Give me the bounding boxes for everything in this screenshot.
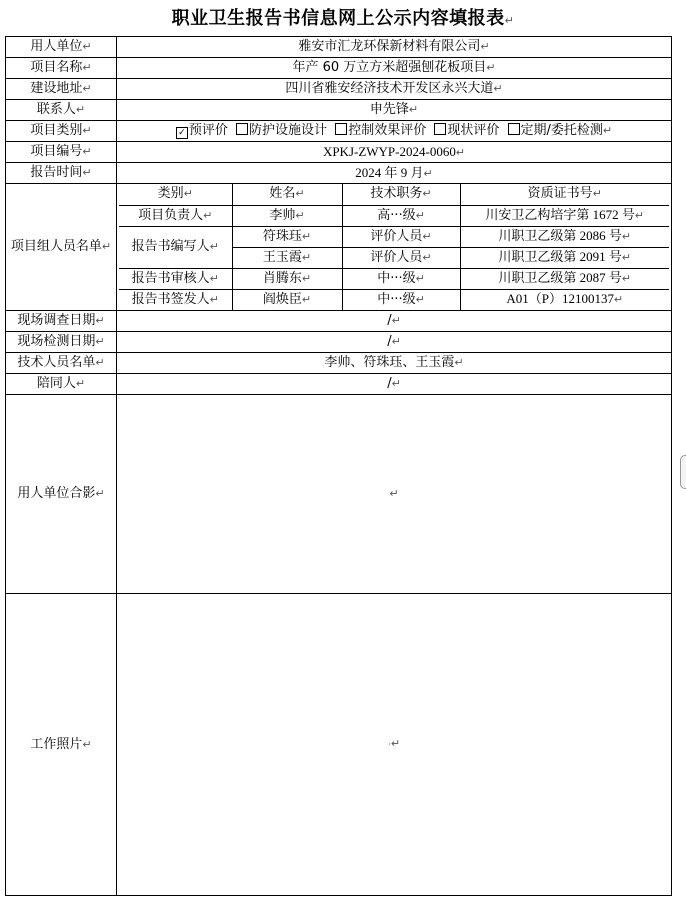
report-time-value[interactable]: 2024 年 9 月↵	[117, 163, 672, 184]
row-escort	[6, 374, 672, 395]
address-label: 建设地址↵	[6, 79, 117, 100]
team-row	[119, 289, 669, 310]
team-title[interactable]: 评价人员↵	[342, 247, 460, 268]
team-row	[119, 205, 669, 226]
contact-label: 联系人↵	[6, 100, 117, 121]
employer-value[interactable]: 雅安市汇龙环保新材料有限公司↵	[117, 37, 672, 58]
technicians-value[interactable]: 李帅、符珠珏、王玉霞↵	[117, 353, 672, 374]
team-row	[119, 268, 669, 289]
team-cert[interactable]: 川职卫乙级第 2086 号↵	[460, 226, 669, 247]
team-role: 项目负责人↵	[119, 205, 232, 226]
team-cert[interactable]: 川安卫乙构培字第 1672 号↵	[460, 205, 669, 226]
team-label: 项目组人员名单↵	[6, 184, 117, 311]
row-test-date	[6, 332, 672, 353]
team-header-row	[119, 184, 669, 205]
team-name[interactable]: 王玉霞↵	[232, 247, 342, 268]
form-table	[5, 36, 672, 896]
team-title[interactable]: 评价人员↵	[342, 226, 460, 247]
team-cert[interactable]: A01（P）12100137↵	[460, 289, 669, 310]
checkbox-icon[interactable]	[335, 123, 347, 135]
team-cert[interactable]: 川职卫乙级第 2087 号↵	[460, 268, 669, 289]
category-option[interactable]: 控制效果评价	[335, 123, 426, 138]
escort-label: 陪同人↵	[6, 374, 117, 395]
row-technicians	[6, 353, 672, 374]
checkbox-icon[interactable]	[508, 123, 520, 135]
team-header: 资质证书号↵	[460, 184, 669, 205]
row-survey-date	[6, 311, 672, 332]
category-option[interactable]: ✓ 预评价	[176, 123, 228, 138]
project-name-value[interactable]: 年产 60 万立方米超强刨花板项目↵	[117, 58, 672, 79]
project-no-label: 项目编号↵	[6, 142, 117, 163]
team-header: 姓名↵	[232, 184, 342, 205]
work-photo-label: 工作照片↵	[6, 594, 117, 896]
row-address	[6, 79, 672, 100]
team-cert[interactable]: 川职卫乙级第 2091 号↵	[460, 247, 669, 268]
project-name-label: 项目名称↵	[6, 58, 117, 79]
team-header: 类别↵	[119, 184, 232, 205]
team-title[interactable]: 中···级↵	[342, 289, 460, 310]
checkbox-icon[interactable]	[236, 123, 248, 135]
test-date-label: 现场检测日期↵	[6, 332, 117, 353]
report-time-label: 报告时间↵	[6, 163, 117, 184]
row-project-name	[6, 58, 672, 79]
contact-value[interactable]: 申先锋↵	[117, 100, 672, 121]
page-title: 职业卫生报告书信息网上公示内容填报表↵	[171, 8, 515, 29]
row-contact	[6, 100, 672, 121]
group-photo-label: 用人单位合影↵	[6, 395, 117, 594]
group-photo-area[interactable]: ↵	[117, 395, 672, 594]
row-group-photo	[6, 395, 672, 594]
category-option[interactable]: 现状评价	[434, 123, 499, 138]
survey-date-label: 现场调查日期↵	[6, 311, 117, 332]
team-role: 报告书签发人↵	[119, 289, 232, 310]
team-title[interactable]: 中···级↵	[342, 268, 460, 289]
employer-label: 用人单位↵	[6, 37, 117, 58]
checkbox-checked-icon[interactable]: ✓	[176, 127, 188, 139]
scroll-handle[interactable]	[680, 455, 686, 489]
row-project-no	[6, 142, 672, 163]
category-label: 项目类别↵	[6, 121, 117, 142]
row-category	[6, 121, 672, 142]
team-name[interactable]: 符珠珏↵	[232, 226, 342, 247]
test-date-value[interactable]: /↵	[117, 332, 672, 353]
project-no-value[interactable]: XPKJ-ZWYP-2024-0060↵	[117, 142, 672, 163]
team-name[interactable]: 肖腾东↵	[232, 268, 342, 289]
category-options: ✓ 预评价 防护设施设计 控制效果评价 现状评价 定期/委托检测↵	[117, 121, 672, 142]
row-team	[6, 184, 672, 311]
team-name[interactable]: 李帅↵	[232, 205, 342, 226]
row-report-time	[6, 163, 672, 184]
team-row	[119, 226, 669, 247]
work-photo-area[interactable]: ·↵	[117, 594, 672, 896]
row-work-photo	[6, 594, 672, 896]
category-option[interactable]: 定期/委托检测	[508, 123, 603, 138]
team-role: 报告书审核人↵	[119, 268, 232, 289]
survey-date-value[interactable]: /↵	[117, 311, 672, 332]
row-employer	[6, 37, 672, 58]
checkbox-icon[interactable]	[434, 123, 446, 135]
team-name[interactable]: 阎焕臣↵	[232, 289, 342, 310]
address-value[interactable]: 四川省雅安经济技术开发区永兴大道↵	[117, 79, 672, 100]
category-option[interactable]: 防护设施设计	[236, 123, 327, 138]
escort-value[interactable]: /↵	[117, 374, 672, 395]
team-role: 报告书编写人↵	[119, 226, 232, 268]
team-table	[119, 184, 669, 310]
technicians-label: 技术人员名单↵	[6, 353, 117, 374]
team-cell	[117, 184, 672, 311]
team-title[interactable]: 高···级↵	[342, 205, 460, 226]
team-header: 技术职务↵	[342, 184, 460, 205]
